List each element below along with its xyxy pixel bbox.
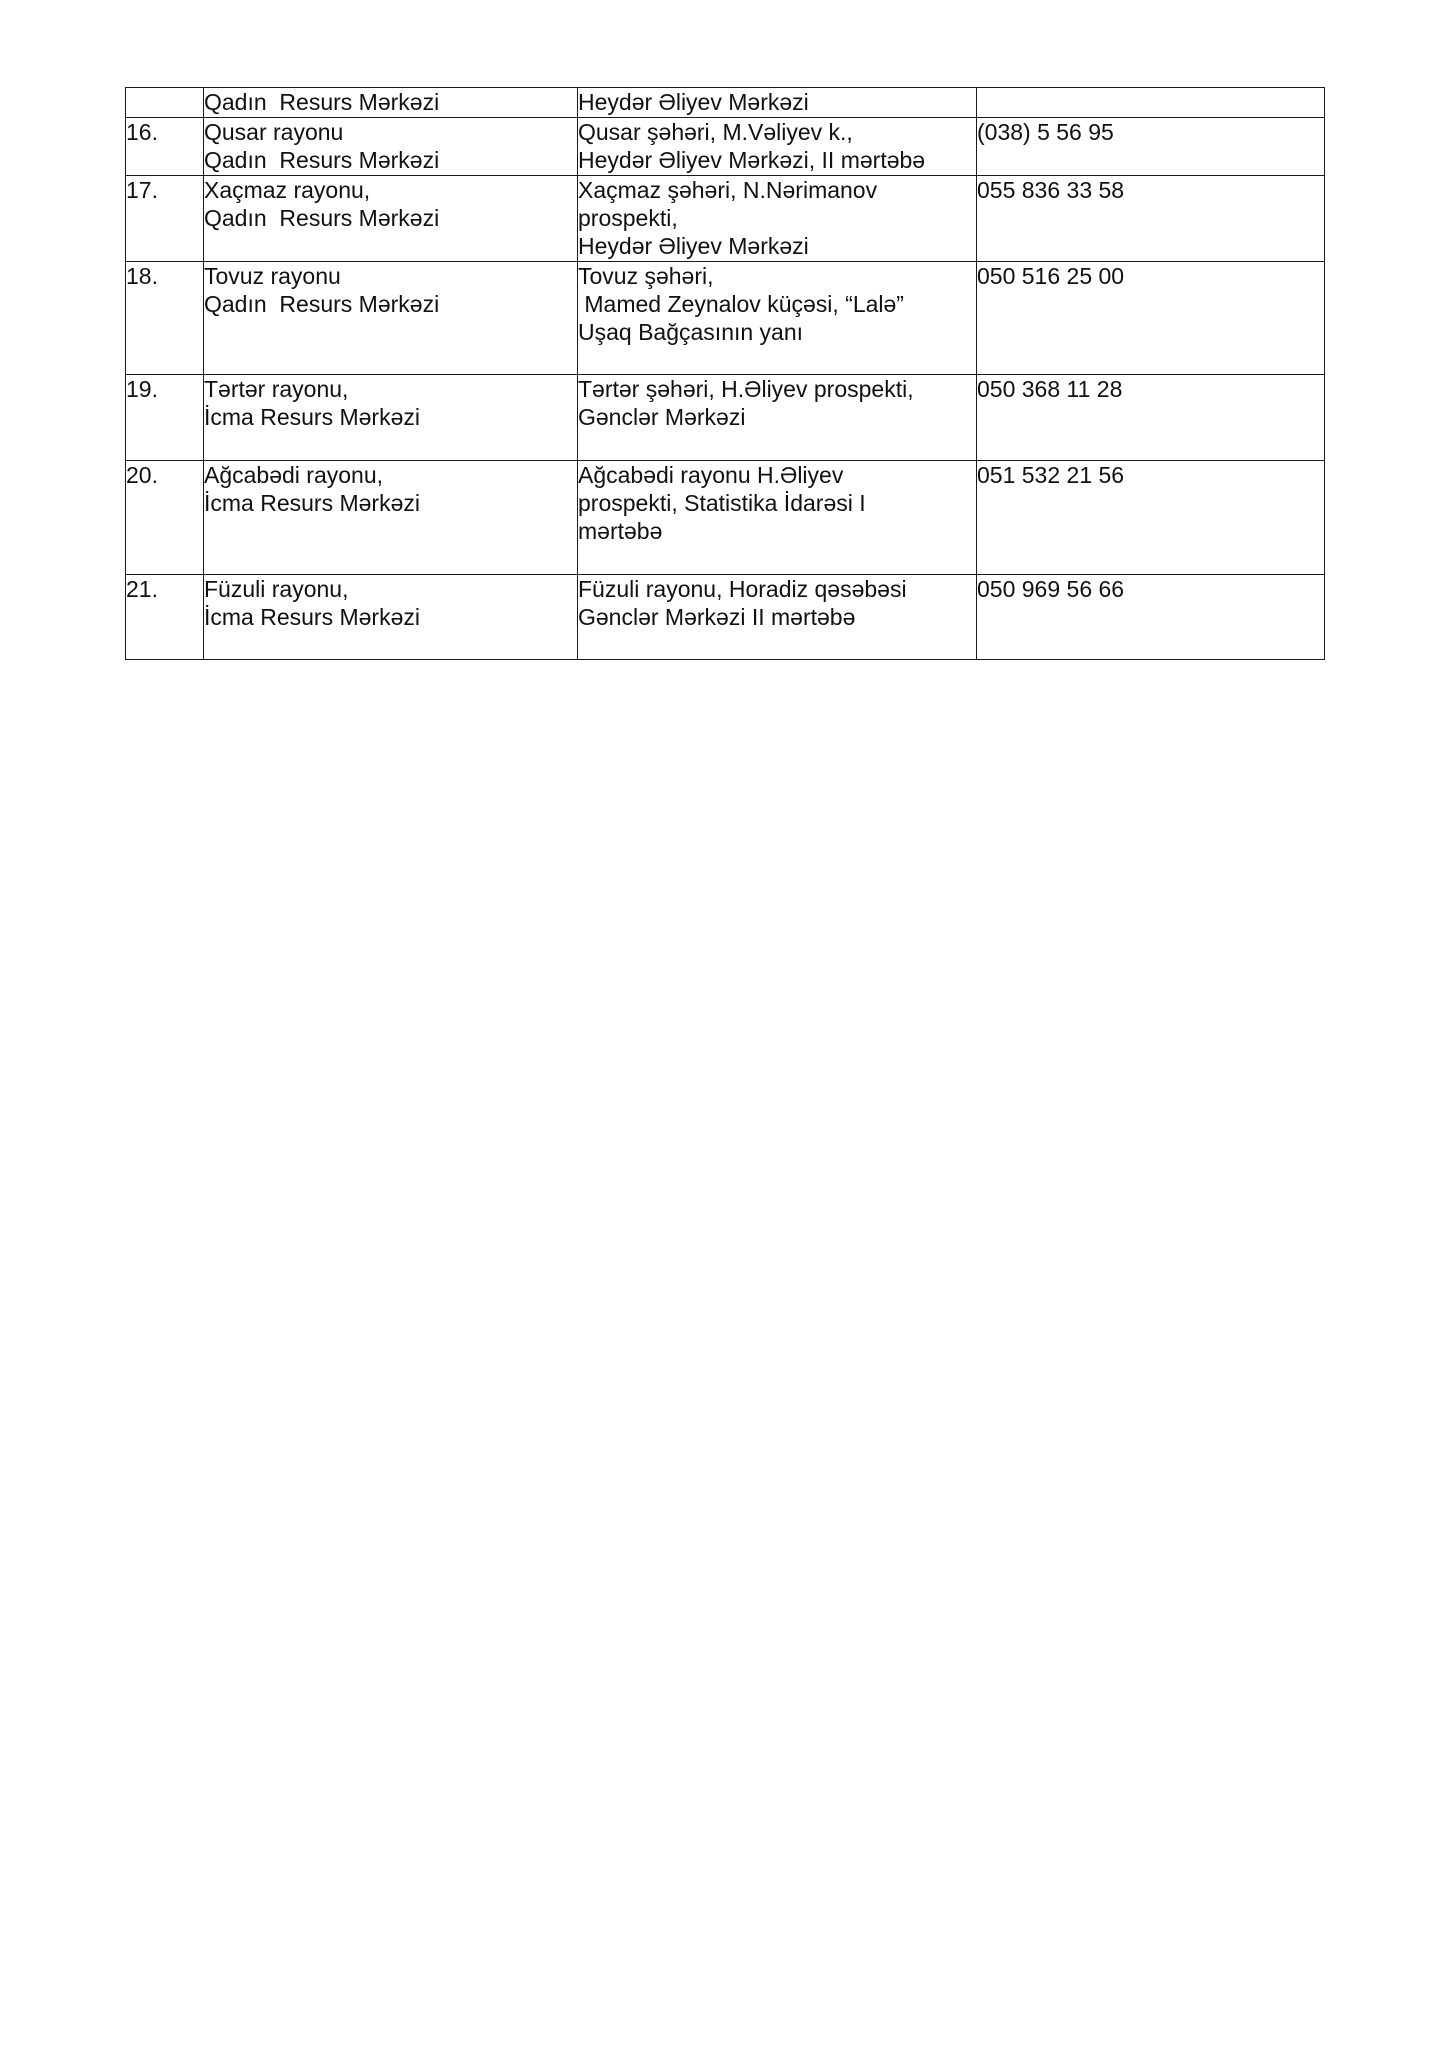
address-line: Xaçmaz şəhəri, N.Nərimanov — [578, 177, 878, 203]
center-name-line: Füzuli rayonu, — [204, 576, 349, 602]
center-name — [204, 375, 578, 461]
center-name — [204, 575, 578, 660]
table-row — [126, 176, 1325, 262]
center-name — [204, 176, 578, 262]
phone-number: 050 969 56 66 — [977, 575, 1325, 660]
row-number: 20. — [126, 461, 204, 575]
address-line: mərtəbə — [578, 518, 663, 544]
phone-number: 051 532 21 56 — [977, 461, 1325, 575]
address-line: Heydər Əliyev Mərkəzi, II mərtəbə — [578, 147, 926, 173]
center-name-line: Qadın Resurs Mərkəzi — [204, 205, 440, 231]
row-number: 18. — [126, 262, 204, 375]
center-name-line: İcma Resurs Mərkəzi — [204, 490, 420, 516]
table-row — [126, 575, 1325, 660]
table-row — [126, 375, 1325, 461]
table-row — [126, 262, 1325, 375]
address-line: Füzuli rayonu, Horadiz qəsəbəsi — [578, 576, 907, 602]
address-line: Mamed Zeynalov küçəsi, “Lalə” — [578, 291, 904, 317]
center-name — [204, 461, 578, 575]
table-row — [126, 461, 1325, 575]
center-name-line: Tərtər rayonu, — [204, 376, 349, 402]
address-line: Heydər Əliyev Mərkəzi — [578, 233, 809, 259]
row-number: 21. — [126, 575, 204, 660]
center-name-line: Tovuz rayonu — [204, 263, 341, 289]
center-name-line: Xaçmaz rayonu, — [204, 177, 371, 203]
address-line: Tərtər şəhəri, H.Əliyev prospekti, — [578, 376, 914, 402]
phone-number: (038) 5 56 95 — [977, 118, 1325, 176]
resource-centers-table — [125, 87, 1325, 660]
center-name-line: İcma Resurs Mərkəzi — [204, 404, 420, 430]
center-address — [578, 118, 977, 176]
table-row — [126, 88, 1325, 118]
address-line: Heydər Əliyev Mərkəzi — [578, 89, 809, 115]
center-name-line: Qadın Resurs Mərkəzi — [204, 291, 440, 317]
row-number: 17. — [126, 176, 204, 262]
center-address — [578, 461, 977, 575]
center-address — [578, 375, 977, 461]
phone-number: 055 836 33 58 — [977, 176, 1325, 262]
center-address — [578, 88, 977, 118]
phone-number — [977, 88, 1325, 118]
center-name-line: Qusar rayonu — [204, 119, 344, 145]
phone-number: 050 368 11 28 — [977, 375, 1325, 461]
row-number: 16. — [126, 118, 204, 176]
row-number: 19. — [126, 375, 204, 461]
center-address — [578, 575, 977, 660]
address-line: Gənclər Mərkəzi II mərtəbə — [578, 604, 856, 630]
address-line: Tovuz şəhəri, — [578, 263, 714, 289]
address-line: Ağcabədi rayonu H.Əliyev — [578, 462, 844, 488]
phone-number: 050 516 25 00 — [977, 262, 1325, 375]
center-address — [578, 262, 977, 375]
center-name — [204, 88, 578, 118]
address-line: prospekti, Statistika İdarəsi I — [578, 490, 866, 516]
center-name — [204, 262, 578, 375]
center-address — [578, 176, 977, 262]
address-line: prospekti, — [578, 205, 678, 231]
table-row — [126, 118, 1325, 176]
center-name-line: İcma Resurs Mərkəzi — [204, 604, 420, 630]
center-name-line: Qadın Resurs Mərkəzi — [204, 147, 440, 173]
center-name-line: Qadın Resurs Mərkəzi — [204, 89, 440, 115]
row-number — [126, 88, 204, 118]
address-line: Gənclər Mərkəzi — [578, 404, 746, 430]
address-line: Uşaq Bağçasının yanı — [578, 319, 804, 345]
address-line: Qusar şəhəri, M.Vəliyev k., — [578, 119, 853, 145]
center-name-line: Ağcabədi rayonu, — [204, 462, 384, 488]
center-name — [204, 118, 578, 176]
